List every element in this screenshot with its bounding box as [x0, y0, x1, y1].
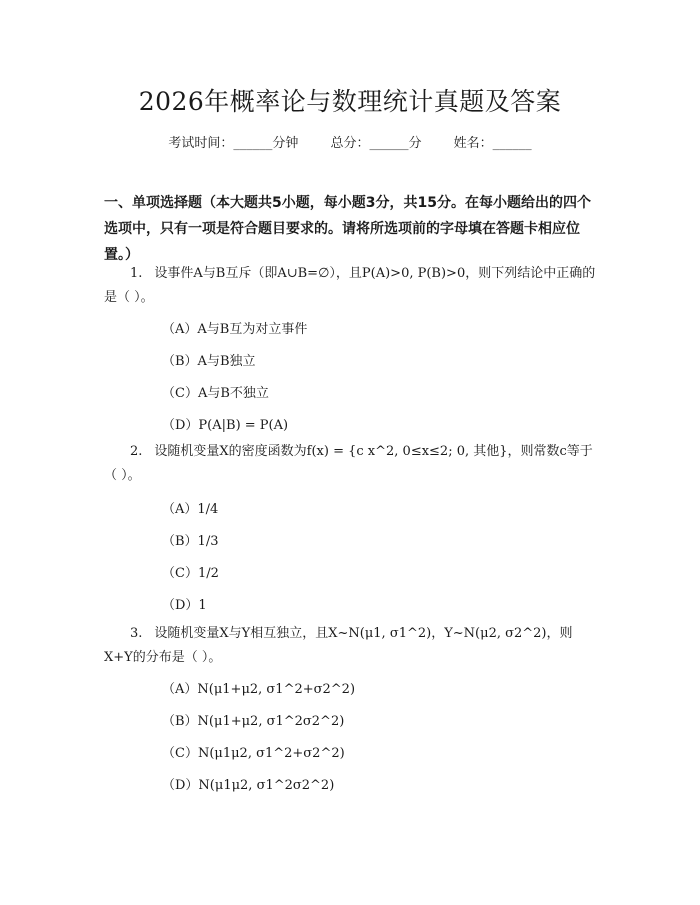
section-heading: 一、单项选择题（本大题共5小题，每小题3分，共15分。在每小题给出的四个选项中，只有一项是符合题目要求的。请将所选项前的字母填在答题卡相应位置。）: [104, 195, 591, 263]
exam-time-field: 考试时间：______分钟: [168, 136, 299, 151]
question-stem: 设随机变量X与Y相互独立，且X~N(μ1, σ1^2)，Y~N(μ2, σ2^2)，则X+Y的分布是（ ）。: [104, 626, 573, 665]
question-number: 1.: [130, 266, 143, 281]
option-1d: （D）P(A|B) = P(A): [162, 418, 289, 433]
question-stem: 设随机变量X的密度函数为f(x) = {c x^2, 0≤x≤2; 0, 其他}，则常数c等于（ ）。: [104, 444, 593, 483]
question-2: [104, 440, 600, 488]
total-score-field: 总分：______分: [330, 136, 422, 151]
page-title: 2026年概率论与数理统计真题及答案: [138, 87, 562, 116]
student-name-field: 姓名：______: [453, 136, 532, 151]
option-3b: （B）N(μ1+μ2, σ1^2σ2^2): [162, 714, 345, 729]
question-number: 2.: [130, 444, 143, 459]
question-1: [104, 262, 600, 310]
option-3c: （C）N(μ1μ2, σ1^2+σ2^2): [162, 746, 345, 761]
question-stem: 设事件A与B互斥（即A∪B=∅），且P(A)>0, P(B)>0，则下列结论中正确的是（ ）。: [104, 266, 596, 305]
exam-meta: [0, 132, 700, 151]
option-2d: （D）1: [162, 598, 207, 613]
option-3d: （D）N(μ1μ2, σ1^2σ2^2): [162, 778, 335, 793]
option-1a: （A）A与B互为对立事件: [162, 322, 308, 337]
option-1c: （C）A与B不独立: [162, 386, 269, 401]
option-2b: （B）1/3: [162, 534, 219, 549]
question-3: [104, 622, 600, 670]
option-3a: （A）N(μ1+μ2, σ1^2+σ2^2): [162, 682, 356, 697]
option-2a: （A）1/4: [162, 502, 219, 517]
question-number: 3.: [130, 626, 143, 641]
option-2c: （C）1/2: [162, 566, 219, 581]
option-1b: （B）A与B独立: [162, 354, 256, 369]
